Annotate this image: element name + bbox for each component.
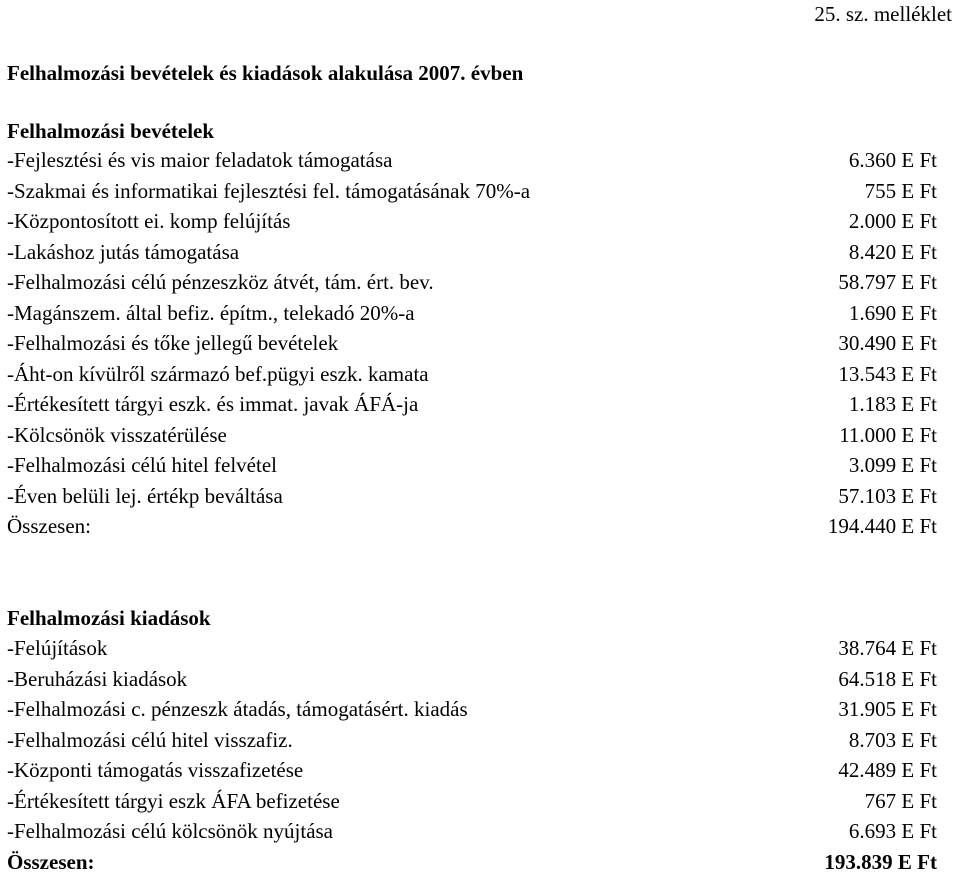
income-row	[7, 237, 937, 268]
income-row	[7, 450, 937, 481]
expense-label: -Központi támogatás visszafizetése	[7, 755, 303, 786]
income-label: -Lakáshoz jutás támogatása	[7, 237, 239, 268]
expense-row	[7, 664, 937, 695]
expenses-total-label: Összesen:	[7, 847, 95, 877]
expenses-heading: Felhalmozási kiadások	[7, 603, 211, 633]
expense-value: 38.764 E Ft	[838, 633, 937, 664]
expense-value: 767 E Ft	[865, 786, 937, 817]
income-total-value: 194.440 E Ft	[828, 511, 937, 542]
expense-row	[7, 816, 937, 847]
income-label: -Kölcsönök visszatérülése	[7, 420, 227, 451]
expense-label: -Felhalmozási célú kölcsönök nyújtása	[7, 816, 333, 847]
income-value: 6.360 E Ft	[849, 145, 937, 176]
income-value: 13.543 E Ft	[838, 359, 937, 390]
expense-value: 8.703 E Ft	[849, 725, 937, 756]
income-value: 8.420 E Ft	[849, 237, 937, 268]
income-row	[7, 145, 937, 176]
income-value: 2.000 E Ft	[849, 206, 937, 237]
income-row	[7, 267, 937, 298]
income-row	[7, 389, 937, 420]
document-title: Felhalmozási bevételek és kiadások alakulása 2007. évben	[7, 58, 523, 88]
income-row	[7, 298, 937, 329]
income-row	[7, 420, 937, 451]
expenses-list	[7, 633, 937, 877]
income-value: 3.099 E Ft	[849, 450, 937, 481]
income-total-row	[7, 511, 937, 542]
income-row	[7, 359, 937, 390]
expense-label: -Felhalmozási célú hitel visszafiz.	[7, 725, 293, 756]
expense-row	[7, 755, 937, 786]
income-label: -Éven belüli lej. értékp beváltása	[7, 481, 283, 512]
expense-label: -Beruházási kiadások	[7, 664, 187, 695]
income-value: 30.490 E Ft	[838, 328, 937, 359]
expense-label: -Értékesített tárgyi eszk ÁFA befizetése	[7, 786, 340, 817]
income-row	[7, 481, 937, 512]
income-label: -Szakmai és informatikai fejlesztési fel. támogatásának 70%-a	[7, 176, 530, 207]
income-heading: Felhalmozási bevételek	[7, 116, 214, 146]
expense-row	[7, 786, 937, 817]
expense-row	[7, 633, 937, 664]
income-label: -Felhalmozási célú pénzeszköz átvét, tám. ért. bev.	[7, 267, 434, 298]
income-total-label: Összesen:	[7, 511, 91, 542]
expense-label: -Felújítások	[7, 633, 107, 664]
income-label: -Felhalmozási célú hitel felvétel	[7, 450, 277, 481]
expenses-total-row	[7, 847, 937, 877]
income-value: 1.183 E Ft	[849, 389, 937, 420]
income-value: 57.103 E Ft	[838, 481, 937, 512]
expense-row	[7, 694, 937, 725]
income-label: -Fejlesztési és vis maior feladatok támogatása	[7, 145, 392, 176]
annex-label: 25. sz. melléklet	[814, 0, 952, 28]
income-value: 11.000 E Ft	[839, 420, 937, 451]
expense-value: 6.693 E Ft	[849, 816, 937, 847]
income-label: -Áht-on kívülről származó bef.pügyi eszk. kamata	[7, 359, 429, 390]
income-label: -Magánszem. által befiz. építm., telekadó 20%-a	[7, 298, 415, 329]
expense-value: 31.905 E Ft	[838, 694, 937, 725]
income-row	[7, 328, 937, 359]
income-list	[7, 145, 937, 542]
income-value: 1.690 E Ft	[849, 298, 937, 329]
income-value: 58.797 E Ft	[838, 267, 937, 298]
income-value: 755 E Ft	[865, 176, 937, 207]
income-row	[7, 206, 937, 237]
income-label: -Felhalmozási és tőke jellegű bevételek	[7, 328, 338, 359]
expense-row	[7, 725, 937, 756]
income-label: -Értékesített tárgyi eszk. és immat. javak ÁFÁ-ja	[7, 389, 418, 420]
income-label: -Központosított ei. komp felújítás	[7, 206, 290, 237]
income-row	[7, 176, 937, 207]
expenses-total-value: 193.839 E Ft	[824, 847, 937, 877]
expense-value: 42.489 E Ft	[838, 755, 937, 786]
expense-label: -Felhalmozási c. pénzeszk átadás, támogatásért. kiadás	[7, 694, 468, 725]
expense-value: 64.518 E Ft	[838, 664, 937, 695]
